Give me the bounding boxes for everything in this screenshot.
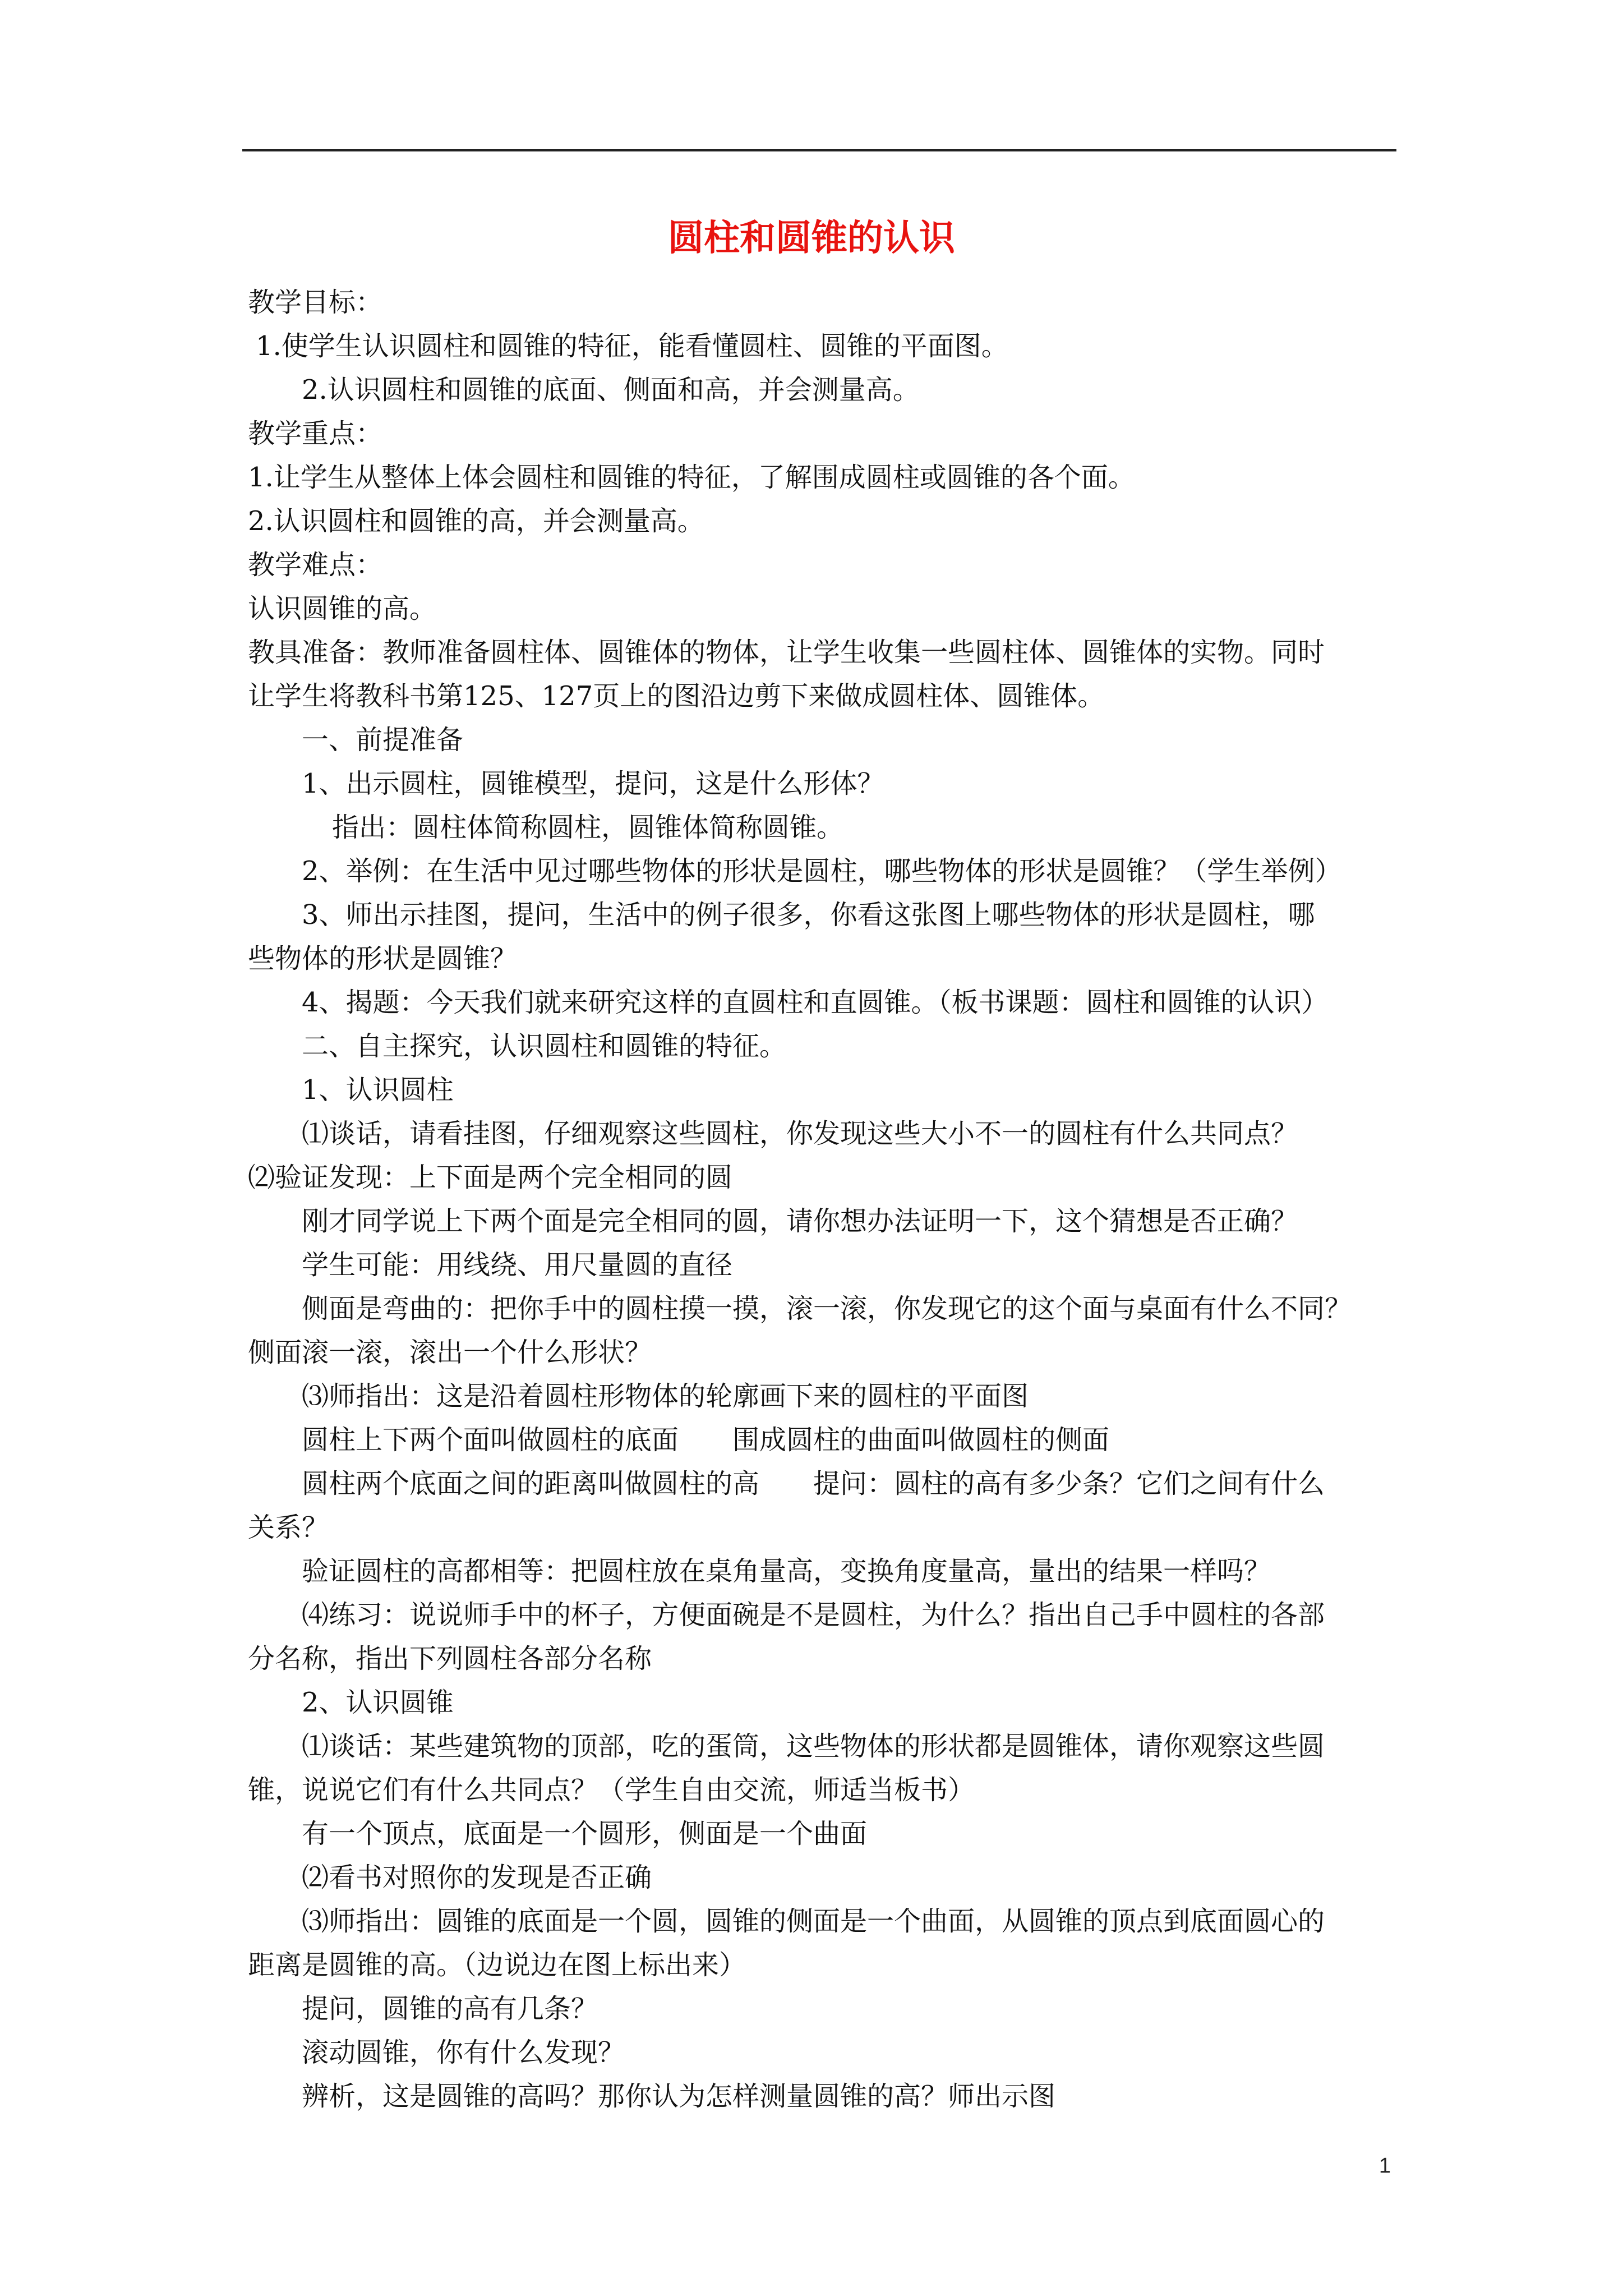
paragraph: ⑴谈话，请看挂图，仔细观察这些圆柱，你发现这些大小不一的圆柱有什么共同点？ [302, 1118, 1298, 1149]
paragraph: 侧面是弯曲的：把你手中的圆柱摸一摸，滚一滚，你发现它的这个面与桌面有什么不同？ [302, 1293, 1352, 1324]
paragraph: 刚才同学说上下两个面是完全相同的圆，请你想办法证明一下，这个猜想是否正确？ [302, 1205, 1298, 1237]
heading-key-points: 教学重点： [248, 418, 383, 449]
section-heading: 一、前提准备 [302, 724, 464, 756]
paragraph: ⑷练习：说说师手中的杯子，方便面碗是不是圆柱，为什么？指出自己手中圆柱的各部 [302, 1599, 1325, 1631]
paragraph: ⑵验证发现：上下面是两个完全相同的圆 [248, 1162, 733, 1193]
paragraph: 2.认识圆柱和圆锥的高，并会测量高。 [248, 505, 704, 537]
paragraph: 分名称，指出下列圆柱各部分名称 [248, 1643, 652, 1674]
paragraph: 些物体的形状是圆锥？ [248, 943, 518, 974]
paragraph: 学生可能：用线绕、用尺量圆的直径 [302, 1249, 733, 1281]
paragraph: 3、师出示挂图，提问，生活中的例子很多，你看这张图上哪些物体的形状是圆柱，哪 [302, 899, 1315, 931]
paragraph: 2、举例：在生活中见过哪些物体的形状是圆柱，哪些物体的形状是圆锥？（学生举例） [302, 855, 1342, 887]
paragraph: 关系？ [248, 1512, 329, 1543]
paragraph: ⑴谈话：某些建筑物的顶部，吃的蛋筒，这些物体的形状都是圆锥体，请你观察这些圆 [302, 1731, 1325, 1762]
page-number: 1 [1378, 2154, 1391, 2178]
paragraph: ⑶师指出：这是沿着圆柱形物体的轮廓画下来的圆柱的平面图 [302, 1381, 1029, 1412]
paragraph: 圆柱两个底面之间的距离叫做圆柱的高 提问：圆柱的高有多少条？它们之间有什么 [302, 1468, 1325, 1499]
paragraph: 教具准备：教师准备圆柱体、圆锥体的物体，让学生收集一些圆柱体、圆锥体的实物。同时 [248, 637, 1325, 668]
paragraph: 认识圆锥的高。 [248, 593, 437, 624]
paragraph: 指出：圆柱体简称圆柱，圆锥体简称圆锥。 [332, 812, 844, 843]
paragraph: 圆柱上下两个面叫做圆柱的底面 围成圆柱的曲面叫做圆柱的侧面 [302, 1424, 1110, 1456]
paragraph: 验证圆柱的高都相等：把圆柱放在桌角量高，变换角度量高，量出的结果一样吗？ [302, 1556, 1271, 1587]
paragraph: 2.认识圆柱和圆锥的底面、侧面和高，并会测量高。 [302, 374, 920, 406]
paragraph: 有一个顶点，底面是一个圆形，侧面是一个曲面 [302, 1818, 868, 1849]
subsection-heading: 1、认识圆柱 [302, 1074, 454, 1106]
section-heading: 二、自主探究，认识圆柱和圆锥的特征。 [302, 1030, 787, 1062]
document-body [248, 280, 1392, 2118]
heading-difficulties: 教学难点： [248, 549, 383, 581]
heading-objectives: 教学目标： [248, 287, 383, 318]
paragraph: 滚动圆锥，你有什么发现？ [302, 2037, 625, 2068]
paragraph: 4、揭题：今天我们就来研究这样的直圆柱和直圆锥。（板书课题：圆柱和圆锥的认识） [302, 987, 1329, 1018]
subsection-heading: 2、认识圆锥 [302, 1687, 454, 1718]
paragraph: ⑶师指出：圆锥的底面是一个圆，圆锥的侧面是一个曲面，从圆锥的顶点到底面圆心的 [302, 1906, 1325, 1937]
paragraph: 距离是圆锥的高。（边说边在图上标出来） [248, 1949, 746, 1981]
paragraph: 提问，圆锥的高有几条？ [302, 1993, 598, 2024]
paragraph: 侧面滚一滚，滚出一个什么形状？ [248, 1337, 652, 1368]
paragraph: 1.让学生从整体上体会圆柱和圆锥的特征，了解围成圆柱或圆锥的各个面。 [248, 462, 1135, 493]
paragraph: ⑵看书对照你的发现是否正确 [302, 1862, 652, 1893]
paragraph: 锥，说说它们有什么共同点？（学生自由交流，师适当板书） [248, 1774, 975, 1806]
document-title: 圆柱和圆锥的认识 [668, 217, 955, 259]
paragraph: 1、出示圆柱，圆锥模型，提问，这是什么形体？ [302, 768, 884, 799]
paragraph: 让学生将教科书第125、127页上的图沿边剪下来做成圆柱体、圆锥体。 [248, 680, 1105, 712]
paragraph: 1.使学生认识圆柱和圆锥的特征，能看懂圆柱、圆锥的平面图。 [256, 330, 1008, 362]
paragraph: 辨析，这是圆锥的高吗？那你认为怎样测量圆锥的高？师出示图 [302, 2081, 1056, 2112]
header-rule [242, 149, 1396, 151]
